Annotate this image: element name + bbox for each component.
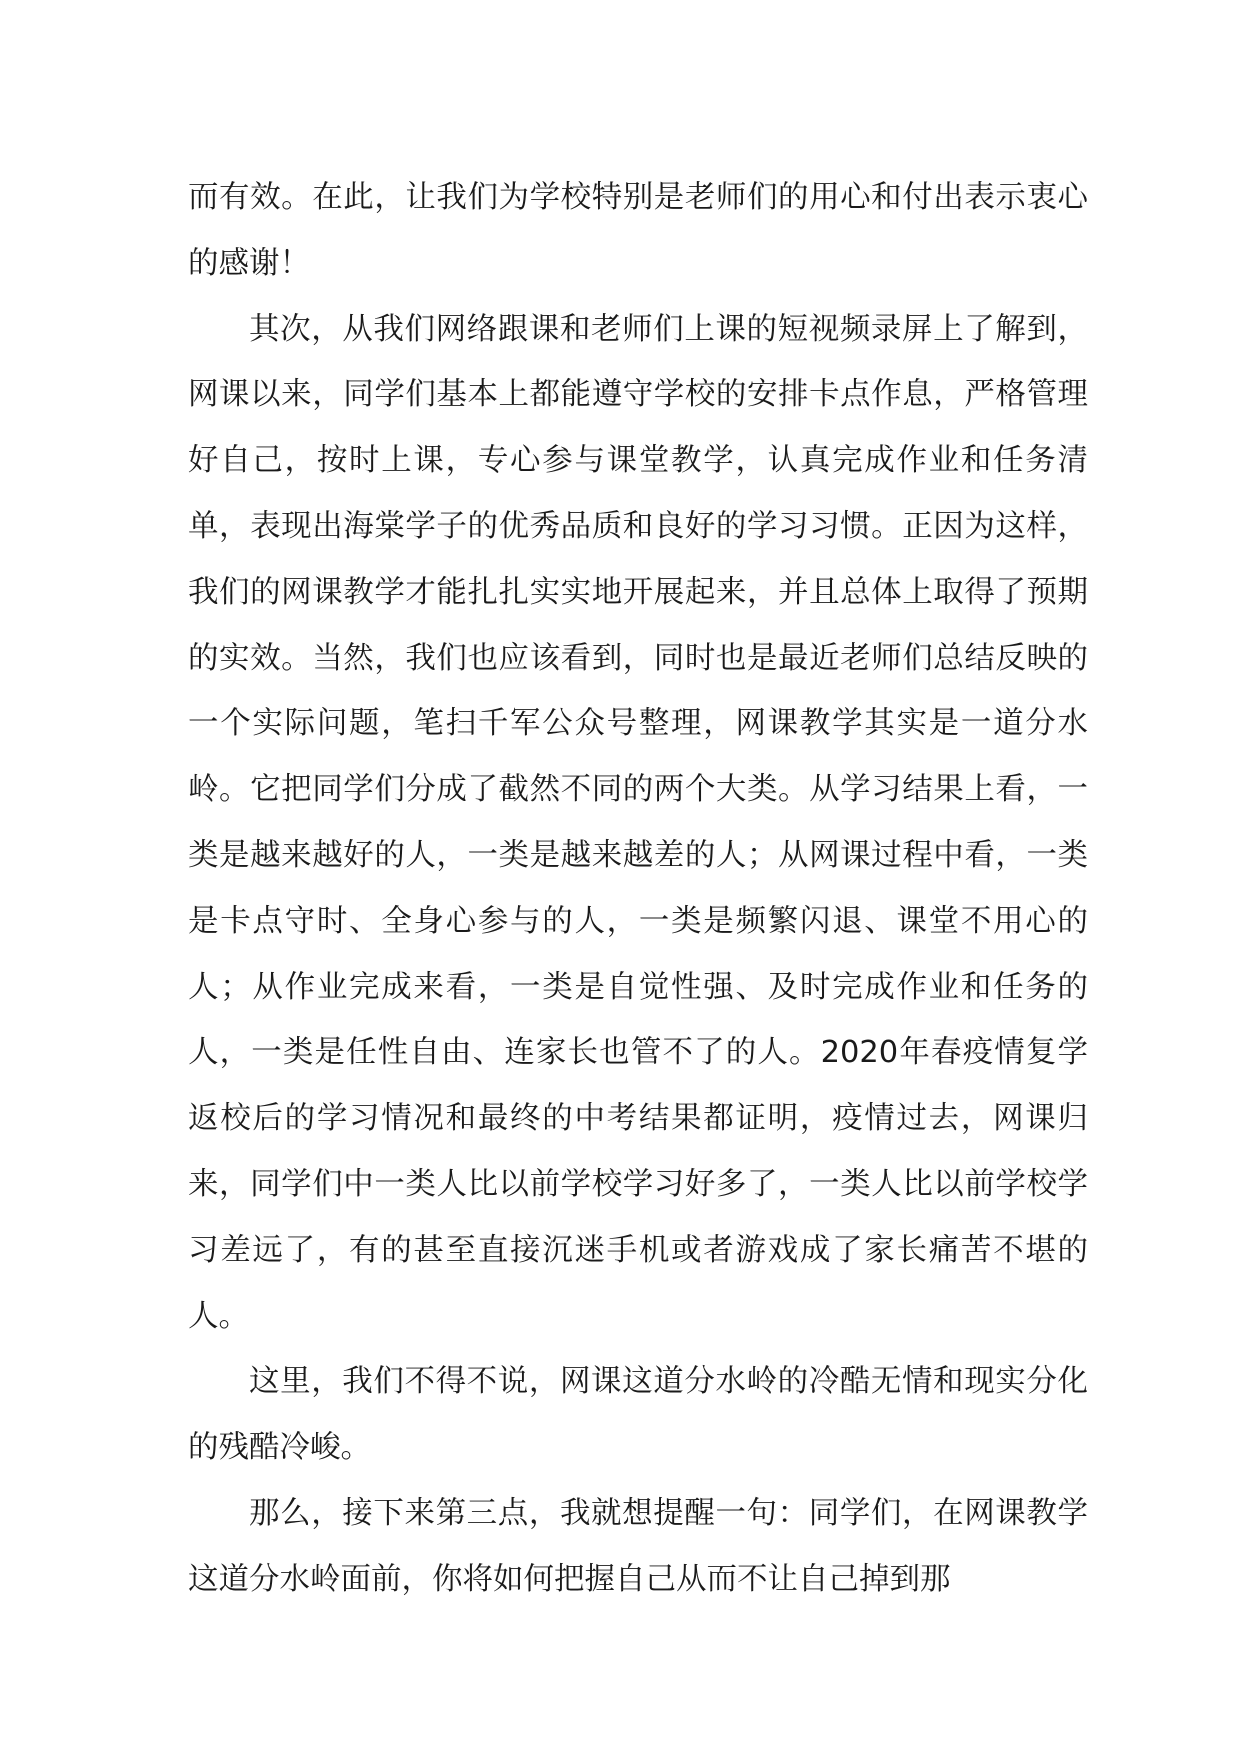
document-body — [188, 165, 1088, 1613]
paragraph-1: 而有效。在此，让我们为学校特别是老师们的用心和付出表示衷心的感谢！ — [188, 180, 1088, 281]
paragraph-2: 其次，从我们网络跟课和老师们上课的短视频录屏上了解到，网课以来，同学们基本上都能遵守学校的安排卡点作息，严格管理好自己，按时上课，专心参与课堂教学，认真完成作业和任务清单，表现出海棠学子的优秀品质和良好的学习习惯。正因为这样，我们的网课教学才能扎扎实实地开展起来，并且总体上取得了预期的实效。当然，我们也应该看到，同时也是最近老师们总结反映的一个实际问题，笔扫千军公众号整理，网课教学其实是一道分水岭。它把同学们分成了截然不同的两个大类。从学习结果上看，一类是越来越好的人，一类是越来越差的人；从网课过程中看，一类是卡点守时、全身心参与的人，一类是频繁闪退、课堂不用心的人；从作业完成来看，一类是自觉性强、及时完成作业和任务的人，一类是任性自由、连家长也管不了的人。2020年春疫情复学返校后的学习情况和最终的中考结果都证明，疫情过去，网课归来，同学们中一类人比以前学校学习好多了，一类人比以前学校学习差远了，有的甚至直接沉迷手机或者游戏成了家长痛苦不堪的人。 — [188, 311, 1088, 1334]
paragraph-4: 那么，接下来第三点，我就想提醒一句：同学们，在网课教学这道分水岭面前，你将如何把握自己从而不让自己掉到那 — [188, 1495, 1088, 1597]
paragraph-3: 这里，我们不得不说，网课这道分水岭的冷酷无情和现实分化的残酷冷峻。 — [188, 1364, 1088, 1466]
